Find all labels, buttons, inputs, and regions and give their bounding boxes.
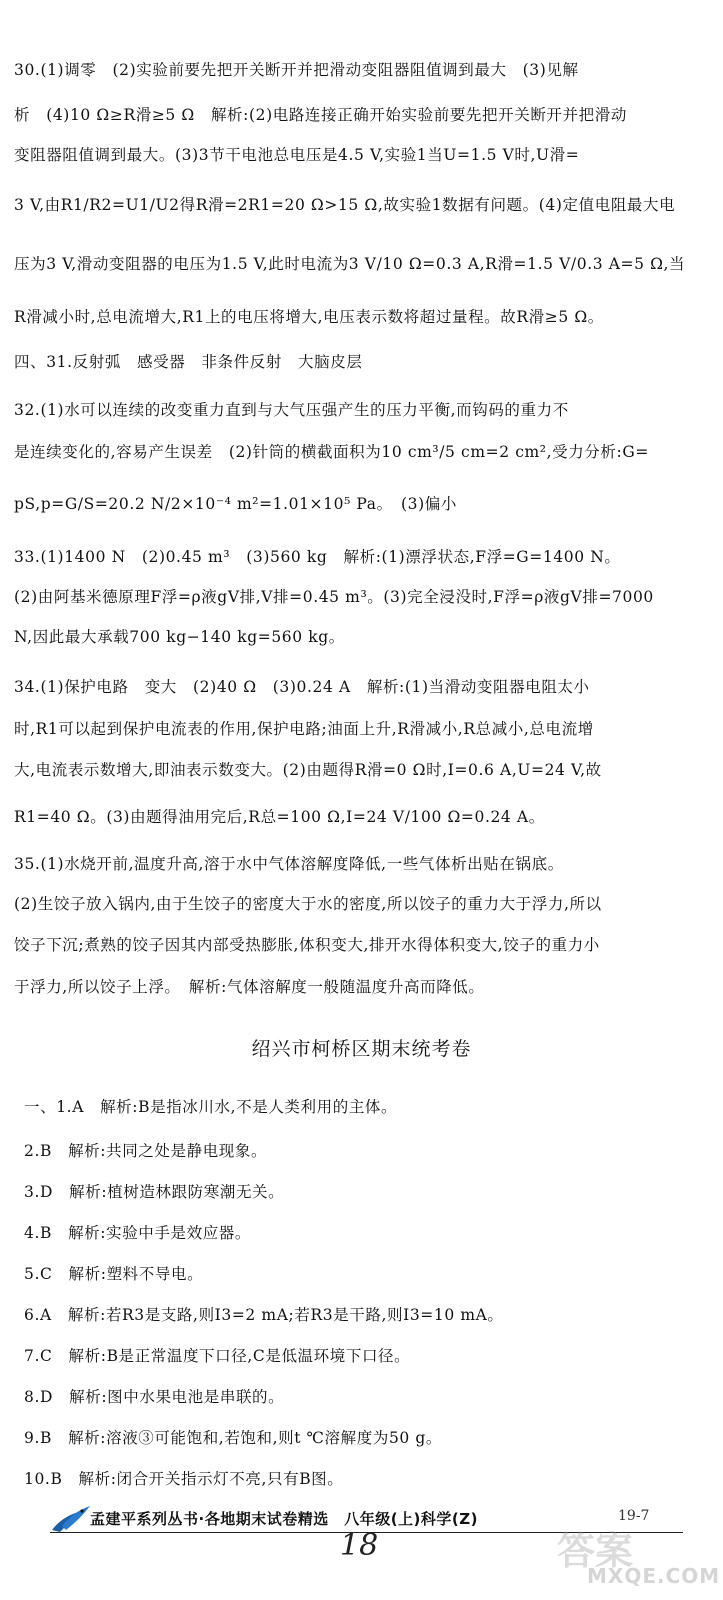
answer-item: 9.B 解析:溶液③可能饱和,若饱和,则t ℃溶解度为50 g。 [24,1429,443,1447]
text-line: 时,R1可以起到保护电流表的作用,保护电路;油面上升,R滑减小,R总减小,总电流增 [14,720,594,738]
watermark [547,1520,721,1590]
text-line: 四、31.反射弧 感受器 非条件反射 大脑皮层 [14,353,363,371]
watermark-text: MXQE.COM [587,1564,721,1588]
text-line: R滑减小时,总电流增大,R1上的电压将增大,电压表示数将超过量程。故R滑≥5 Ω。 [14,308,604,326]
text-line: (2)由阿基米德原理F浮=ρ液gV排,V排=0.45 m³。(3)完全浸没时,F浮=ρ液gV排=7000 [14,588,654,606]
answer-item: 8.D 解析:图中水果电池是串联的。 [24,1388,285,1406]
text-line: 于浮力,所以饺子上浮。 解析:气体溶解度一般随温度升高而降低。 [14,978,485,996]
series-title: 孟建平系列丛书·各地期末试卷精选 八年级(上)科学(Z) [90,1510,478,1528]
page-code: 19-7 [618,1508,650,1524]
handwritten-page-number: 18 [340,1528,379,1563]
text-line: 饺子下沉;煮熟的饺子因其内部受热膨胀,体积变大,排开水得体积变大,饺子的重力小 [14,936,600,954]
section-title: 绍兴市柯桥区期末统考卷 [251,1038,472,1060]
text-line: 析 (4)10 Ω≥R滑≥5 Ω 解析:(2)电路连接正确开始实验前要先把开关断开并把滑动 [14,106,627,124]
text-line: pS,p=G/S=20.2 N/2×10⁻⁴ m²=1.01×10⁵ Pa。 (3)偏小 [14,495,457,513]
answer-item: 一、1.A 解析:B是指冰川水,不是人类利用的主体。 [24,1098,398,1116]
text-line: 大,电流表示数增大,即油表示数变大。(2)由题得R滑=0 Ω时,I=0.6 A,U=24 V,故 [14,761,602,779]
answer-item: 6.A 解析:若R3是支路,则I3=2 mA;若R3是干路,则I3=10 mA。 [24,1306,504,1324]
text-line: 33.(1)1400 N (2)0.45 m³ (3)560 kg 解析:(1)漂浮状态,F浮=G=1400 N。 [14,548,621,566]
text-line: 30.(1)调零 (2)实验前要先把开关断开并把滑动变阻器阻值调到最大 (3)见解 [14,61,579,79]
text-line: 34.(1)保护电路 变大 (2)40 Ω (3)0.24 A 解析:(1)当滑动变阻器电阻太小 [14,678,590,696]
text-line: N,因此最大承载700 kg−140 kg=560 kg。 [14,628,345,646]
answer-item: 2.B 解析:共同之处是静电现象。 [24,1142,268,1160]
text-line: 变阻器阻值调到最大。(3)3节干电池总电压是4.5 V,实验1当U=1.5 V时,U滑= [14,146,580,164]
text-line: 压为3 V,滑动变阻器的电压为1.5 V,此时电流为3 V/10 Ω=0.3 A,R滑=1.5 V/0.3 A=5 Ω,当 [14,255,686,273]
text-line: 是连续变化的,容易产生误差 (2)针筒的横截面积为10 cm³/5 cm=2 cm²,受力分析:G= [14,443,649,461]
answer-item: 4.B 解析:实验中手是效应器。 [24,1224,252,1242]
bird-logo-icon [48,1502,92,1536]
answer-item: 3.D 解析:植树造林跟防寒潮无关。 [24,1183,285,1201]
answer-item: 10.B 解析:闭合开关指示灯不亮,只有B图。 [24,1470,344,1488]
text-line: 3 V,由R1/R2=U1/U2得R滑=2R1=20 Ω>15 Ω,故实验1数据有问题。(4)定值电阻最大电 [14,196,676,214]
text-line: 32.(1)水可以连续的改变重力直到与大气压强产生的压力平衡,而钩码的重力不 [14,401,569,419]
text-line: R1=40 Ω。(3)由题得油用完后,R总=100 Ω,I=24 V/100 Ω=0.24 A。 [14,808,545,826]
answer-item: 5.C 解析:塑料不导电。 [24,1265,204,1283]
watermark-glyph: 答案 [557,1529,634,1573]
text-line: (2)生饺子放入锅内,由于生饺子的密度大于水的密度,所以饺子的重力大于浮力,所以 [14,895,602,913]
answer-item: 7.C 解析:B是正常温度下口径,C是低温环境下口径。 [24,1347,411,1365]
text-line: 35.(1)水烧开前,温度升高,溶于水中气体溶解度降低,一些气体析出贴在锅底。 [14,855,564,873]
